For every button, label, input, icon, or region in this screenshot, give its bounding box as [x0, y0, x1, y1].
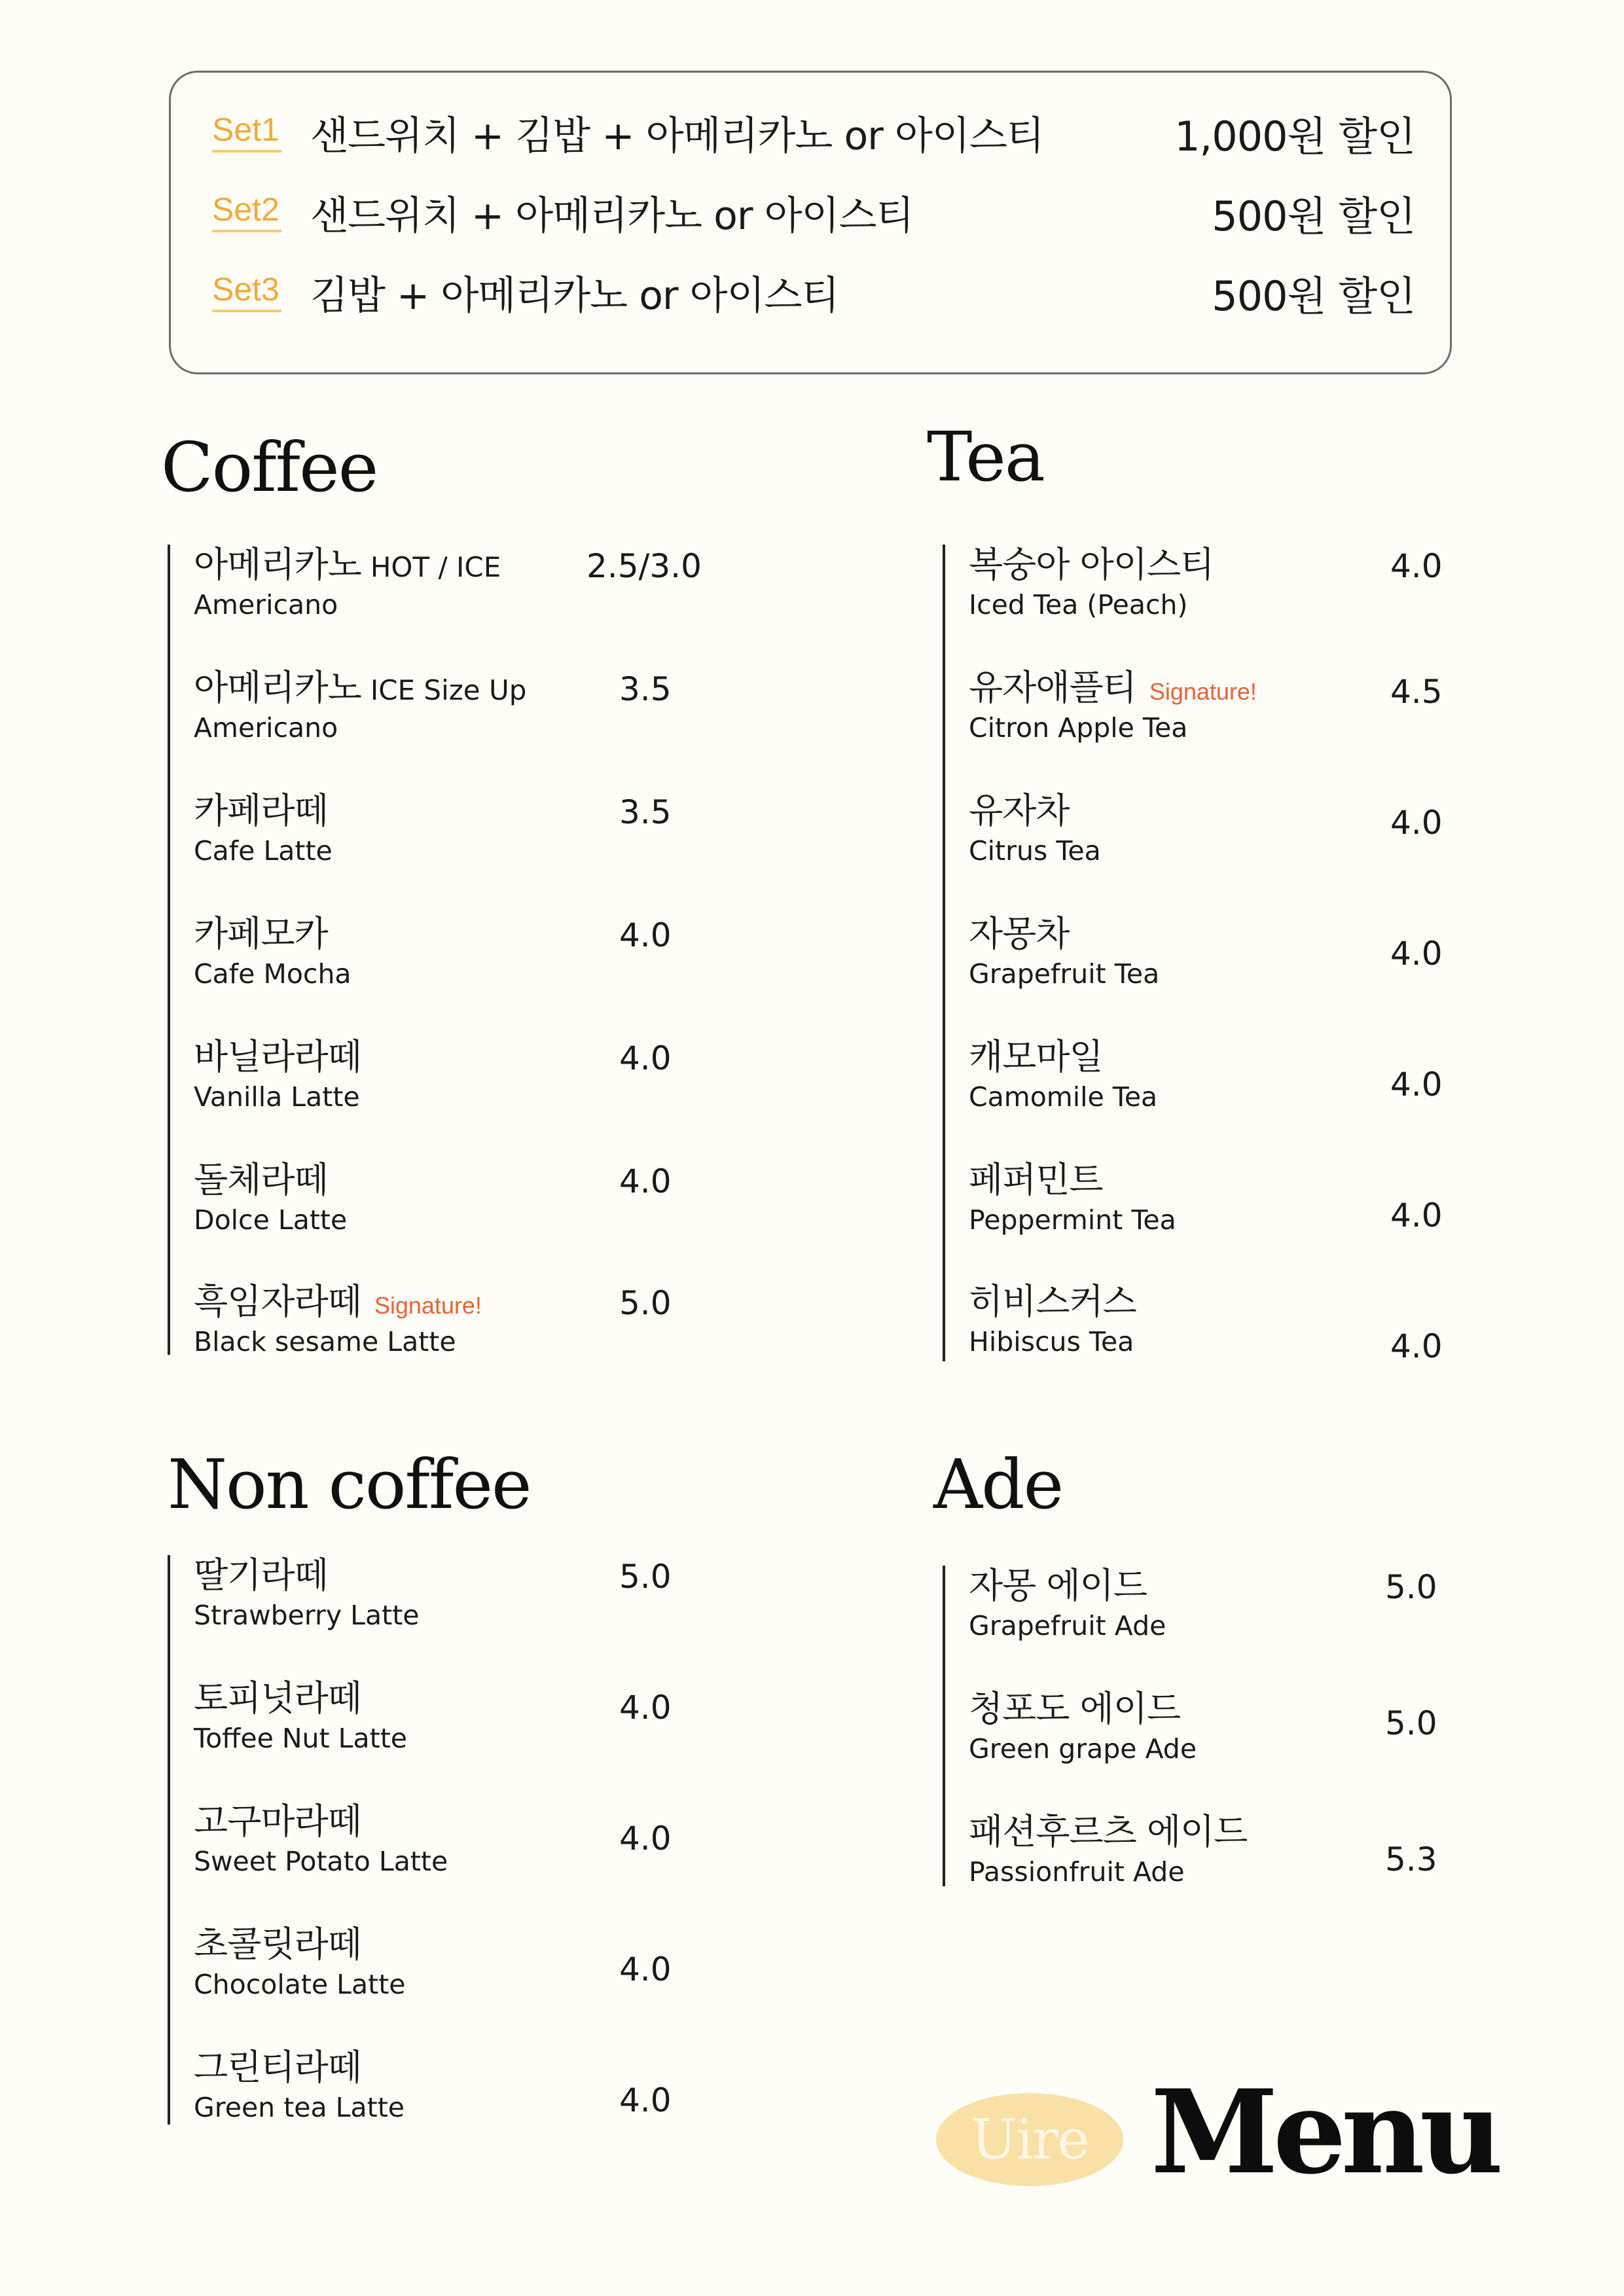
signature-badge: Signature! — [374, 1292, 482, 1319]
menu-item — [969, 1037, 1157, 1112]
item-price: 4.0 — [619, 1950, 672, 1988]
item-price: 5.0 — [619, 1558, 672, 1596]
item-korean-name: 그린티라떼 — [194, 2047, 361, 2088]
item-english-name: Cafe Latte — [194, 835, 333, 867]
brand-name: Uire — [971, 2108, 1089, 2172]
item-english-name: Chocolate Latte — [194, 1969, 406, 2001]
item-english-name: Peppermint Tea — [969, 1204, 1176, 1236]
item-english-name: Sweet Potato Latte — [194, 1846, 448, 1878]
item-price: 5.3 — [1385, 1840, 1437, 1878]
menu-item — [194, 1160, 347, 1235]
menu-item — [969, 1566, 1166, 1641]
menu-item — [969, 914, 1159, 989]
item-price: 5.0 — [1385, 1568, 1437, 1606]
item-price: 4.5 — [1390, 673, 1443, 711]
item-korean-name: 패션후르츠 에이드 — [969, 1811, 1248, 1852]
item-price: 4.0 — [619, 2081, 672, 2119]
menu-item — [194, 791, 333, 866]
item-korean-name: 카페라떼 — [194, 790, 328, 831]
menu-item — [969, 545, 1214, 620]
item-english-name: Toffee Nut Latte — [194, 1723, 407, 1755]
menu-item — [969, 1282, 1136, 1357]
item-english-name: Cafe Mocha — [194, 958, 352, 990]
item-english-name: Citron Apple Tea — [969, 712, 1188, 744]
menu-item — [969, 1160, 1176, 1235]
set-discount: 500원 할인 — [1212, 272, 1415, 320]
menu-item — [194, 1037, 361, 1112]
item-english-name: Strawberry Latte — [194, 1600, 420, 1632]
ade-heading: Ade — [933, 1444, 1063, 1524]
set-row — [212, 103, 1415, 162]
item-price: 5.0 — [1385, 1704, 1437, 1742]
item-price: 4.0 — [619, 1039, 672, 1077]
item-price: 4.0 — [1390, 1066, 1443, 1103]
item-price: 3.5 — [619, 793, 672, 831]
menu-item — [194, 2047, 405, 2123]
item-english-name: Green tea Latte — [194, 2092, 405, 2124]
item-korean-name: 바닐라라떼 — [194, 1036, 361, 1077]
item-price: 4.0 — [619, 1162, 672, 1200]
menu-item — [194, 914, 352, 989]
item-korean-name: 초콜릿라떼 — [194, 1924, 361, 1965]
item-price: 4.0 — [1390, 1327, 1443, 1365]
item-english-name: Americano — [194, 589, 338, 621]
item-english-name: Dolce Latte — [194, 1204, 348, 1236]
menu-item — [194, 545, 501, 620]
set-row — [212, 263, 1415, 322]
item-price: 4.0 — [619, 1820, 672, 1857]
set-description: 샌드위치 + 김밥 + 아메리카노 or 아이스티 — [310, 113, 1044, 159]
tea-section — [943, 544, 1482, 1365]
item-english-name: Americano — [194, 712, 338, 744]
item-korean-name: 청포도 에이드 — [969, 1688, 1181, 1729]
item-price: 4.0 — [1390, 804, 1443, 842]
coffee-section — [168, 544, 746, 1358]
menu-item — [194, 1555, 420, 1630]
menu-item — [194, 1924, 406, 2000]
item-price: 4.0 — [1390, 935, 1443, 973]
item-price: 4.0 — [619, 1689, 672, 1727]
item-korean-name: 복숭아 아이스티 — [969, 544, 1214, 585]
menu-item — [194, 1282, 482, 1357]
item-korean-name: 돌체라떼 — [194, 1159, 328, 1200]
item-price: 3.5 — [619, 670, 672, 708]
item-korean-name: 히비스커스 — [969, 1281, 1136, 1322]
item-korean-name: 페퍼민트 — [969, 1159, 1103, 1200]
item-price: 4.0 — [1390, 547, 1443, 585]
noncoffee-section — [168, 1555, 746, 2125]
item-english-name: Citrus Tea — [969, 835, 1101, 867]
set-label: Set2 — [212, 193, 281, 232]
item-korean-name: 아메리카노 — [194, 544, 361, 585]
set-discount: 500원 할인 — [1212, 192, 1415, 240]
item-english-name: Iced Tea (Peach) — [969, 589, 1188, 621]
menu-item — [194, 1678, 407, 1753]
item-english-name: Camomile Tea — [969, 1081, 1158, 1113]
item-korean-name: 유자애플티 — [969, 667, 1136, 708]
item-korean-name: 아메리카노 — [194, 667, 361, 708]
item-korean-name: 딸기라떼 — [194, 1554, 328, 1596]
set-discount-box — [169, 71, 1452, 374]
item-korean-name: 흑임자라떼 — [194, 1281, 361, 1322]
item-english-name: Grapefruit Tea — [969, 958, 1160, 990]
noncoffee-heading: Non coffee — [168, 1444, 531, 1524]
item-price: 2.5/3.0 — [586, 547, 702, 585]
set-label: Set3 — [212, 273, 281, 312]
set-description: 샌드위치 + 아메리카노 or 아이스티 — [310, 193, 914, 239]
item-english-name: Hibiscus Tea — [969, 1326, 1134, 1358]
item-english-name: Grapefruit Ade — [969, 1610, 1166, 1642]
set-discount: 1,000원 할인 — [1174, 112, 1415, 160]
item-price: 4.0 — [619, 916, 672, 954]
item-english-name: Passionfruit Ade — [969, 1856, 1185, 1888]
menu-item — [194, 668, 526, 743]
set-row — [212, 183, 1415, 242]
item-korean-name: 캐모마일 — [969, 1036, 1103, 1077]
item-korean-name: 토피넛라떼 — [194, 1677, 361, 1719]
menu-item — [969, 791, 1101, 866]
coffee-heading: Coffee — [161, 427, 378, 507]
item-option: ICE Size Up — [370, 674, 527, 706]
tea-heading: Tea — [927, 417, 1044, 497]
menu-title: Menu — [1151, 2064, 1498, 2200]
item-korean-name: 유자차 — [969, 790, 1070, 831]
item-english-name: Vanilla Latte — [194, 1081, 360, 1113]
ade-section — [943, 1566, 1482, 1886]
item-option: HOT / ICE — [370, 551, 501, 583]
item-korean-name: 자몽차 — [969, 913, 1070, 954]
item-price: 4.0 — [1390, 1196, 1443, 1234]
item-english-name: Green grape Ade — [969, 1733, 1197, 1765]
item-korean-name: 자몽 에이드 — [969, 1565, 1147, 1606]
menu-item — [969, 668, 1257, 743]
brand-logo — [936, 2093, 1123, 2186]
item-korean-name: 카페모카 — [194, 913, 328, 954]
set-description: 김밥 + 아메리카노 or 아이스티 — [310, 273, 839, 319]
menu-item — [969, 1812, 1247, 1887]
item-english-name: Black sesame Latte — [194, 1326, 456, 1358]
menu-item — [194, 1801, 448, 1876]
item-korean-name: 고구마라떼 — [194, 1801, 361, 1842]
signature-badge: Signature! — [1149, 678, 1257, 705]
set-label: Set1 — [212, 113, 281, 152]
item-price: 5.0 — [619, 1284, 672, 1322]
menu-item — [969, 1689, 1197, 1764]
